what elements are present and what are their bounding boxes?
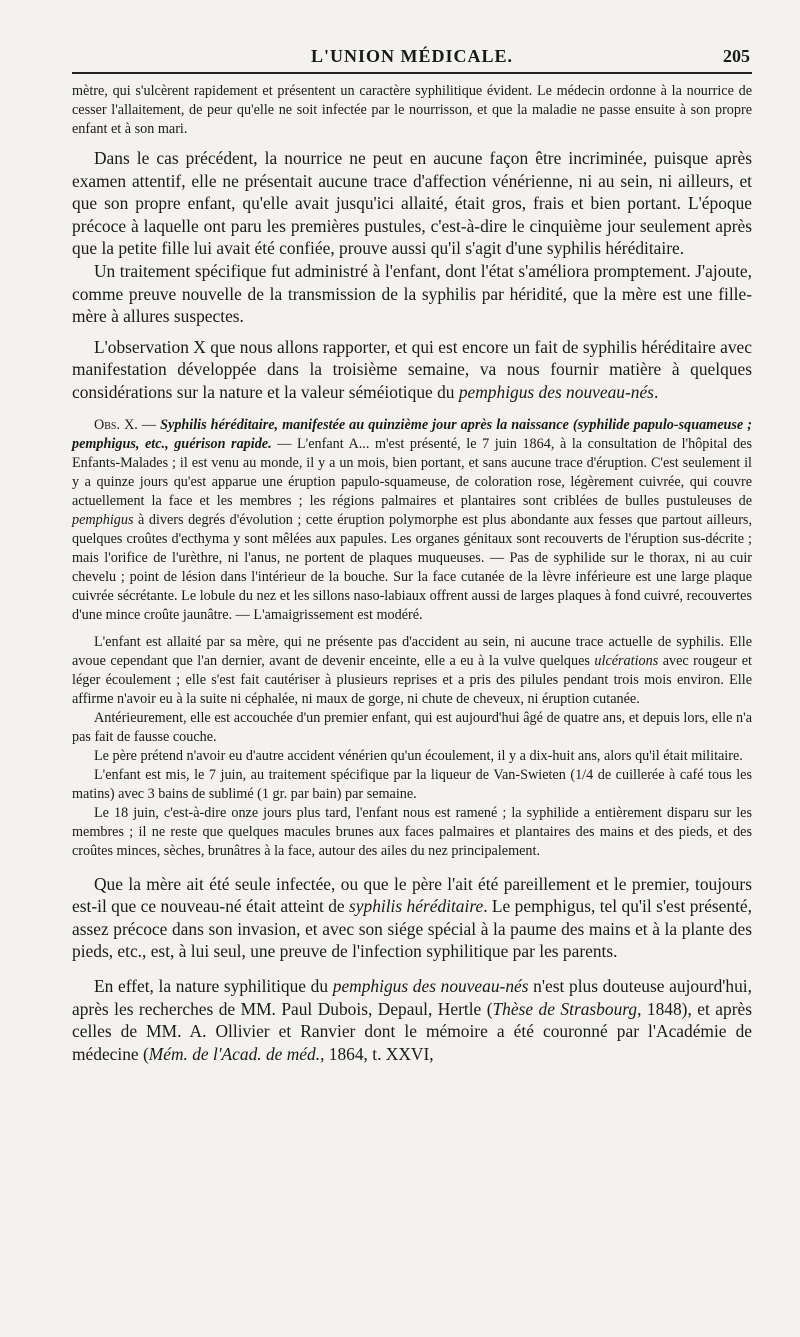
paragraph: [72, 633, 752, 709]
text-run: , 1864, t. XXVI,: [320, 1043, 434, 1064]
italic-run: Thèse de Strasbourg: [492, 998, 638, 1019]
paragraph: mètre, qui s'ulcèrent rapidement et présentent un caractère syphilitique évident. Le médecin ordonne à la nourrice de cesser l'allaitement, de peur qu'elle ne soit infectée par le nourrisson, et que la maladie ne passe ensuite à son propre enfant et à son mari.: [72, 83, 752, 137]
italic-run: pemphigus des nouveau-nés: [332, 975, 529, 996]
italic-run: pemphigus: [72, 511, 134, 528]
text-run: —: [137, 416, 161, 433]
observation-title: Syphilis héréditaire, manifestée au quinzième jour après la naissance (syphilide papulo-squameuse ; pemphigus, etc., guérison rapide.: [72, 416, 752, 452]
page-number: 205: [723, 46, 750, 66]
text-run: à divers degrés d'évolution ; cette éruption polymorphe est plus abondante aux fesses que partout ailleurs, quelques croûtes d'ecthyma y sont mêlées aux papules. Les organes génitaux sont recouverts de l'éruption sus-décrite ; mais l'orifice de l'urèthre, ni l'anus, ne portent de plaques muqueuses. — Pas de syphilide sur le thorax, ni au cuir chevelu ; point de lésion dans l'intérieur de la bouche. Sur la face cutanée de la lèvre inférieure est une large plaque cuivrée sécrétante. Le lobule du nez et les sillons naso-labiaux offrent aussi de larges plaques à fond cuivré, recouvertes d'une mince croûte jaunâtre. — L'amaigrissement est modéré.: [72, 511, 752, 623]
italic-run: syphilis héréditaire: [349, 896, 484, 917]
text-run: . Le pemphigus, tel qu'il s'est présenté, assez précoce dans son invasion, et avec son siége spécial à la paume des mains et à la plante des pieds, etc., est, à lui seul, une preuve de l'infection syphilitique par les parents.: [72, 896, 752, 962]
paragraph: Le père prétend n'avoir eu d'autre accident vénérien qu'un écoulement, il y a dix-huit ans, alors qu'il était militaire.: [94, 747, 743, 764]
text-run: L'observation X que nous allons rapporter, et qui est encore un fait de syphilis héréditaire avec manifestation développée dans la troisième semaine, va nous fournir matière à quelques considérations sur la nature et la valeur séméiotique du: [72, 336, 752, 402]
body-text: [72, 82, 752, 1065]
paragraph: [72, 975, 752, 1065]
paragraph: Un traitement spécifique fut administré à l'enfant, dont l'état s'améliora promptement. J'ajoute, comme preuve nouvelle de la transmission de la syphilis par héridité, que la mère est une fille-mère à allures suspectes.: [72, 260, 752, 327]
italic-run: Mém. de l'Acad. de méd.: [148, 1043, 321, 1064]
header-rule: [72, 72, 752, 74]
observation-paragraph: [72, 416, 752, 625]
running-title: L'UNION MÉDICALE.: [310, 46, 514, 66]
paragraph: L'enfant est mis, le 7 juin, au traitement spécifique par la liqueur de Van-Swieten (1/4 de cuillerée à café tous les matins) avec 3 bains de sublimé (1 gr. par bain) par semaine.: [72, 766, 752, 802]
paragraph: [72, 873, 752, 963]
text-run: En effet, la nature syphilitique du: [94, 975, 333, 996]
italic-run: pemphigus des nouveau-nés: [458, 381, 654, 402]
italic-run: ulcérations: [594, 652, 659, 669]
text-run: Que la mère ait été seule infectée, ou que le père l'ait été pareillement et le premier, toujours est-il que ce nouveau-né était atteint de: [72, 873, 752, 917]
paragraph: [72, 336, 752, 404]
observation-label: Obs. X.: [94, 416, 138, 433]
page-header: [72, 40, 752, 70]
paragraph: Dans le cas précédent, la nourrice ne peut en aucune façon être incriminée, puisque après examen attentif, elle ne présentait aucune trace d'affection vénérienne, ni au sein, ni ailleurs, et que son propre enfant, qu'elle avait jusqu'ici allaité, était gros, frais et bien portant. L'époque précoce à laquelle ont paru les premières pustules, c'est-à-dire le cinquième jour seulement après que la petite fille lui avait été confiée, prouve aussi qu'il s'agit d'une syphilis héréditaire.: [72, 148, 752, 259]
text-run: n'est plus douteuse aujourd'hui, après les recherches de MM. Paul Dubois, Depaul, Hertle (: [72, 975, 752, 1019]
text-run: .: [653, 381, 659, 402]
paragraph: Le 18 juin, c'est-à-dire onze jours plus tard, l'enfant nous est ramené ; la syphilide a entièrement disparu sur les membres ; il ne reste que quelques macules brunes aux faces palmaires et plantaires des mains et des pieds, et des croûtes minces, sèches, brunâtres à la face, autour des ailes du nez principalement.: [72, 804, 752, 859]
text-run: avec rougeur et léger écoulement ; elle s'est fait cautériser à plusieurs reprises et a pris des pilules pendant trois mois environ. Elle affirme n'avoir eu à la suite ni céphalée, ni maux de gorge, ni chute de cheveux, ni éruption cutanée.: [72, 652, 752, 707]
text-run: — L'enfant A... m'est présenté, le 7 juin 1864, à la consultation de l'hôpital des Enfants-Malades ; il est venu au monde, il y a un mois, bien portant, et sans aucune trace d'éruption. C'est seulement il y a quinze jours qu'est apparue une éruption papulo-squameuse, de coloration rose, légèrement cuivrée, qui couvre actuellement la face et les membres ; les régions palmaires et plantaires sont criblées de bulles pustuleuses de: [72, 435, 752, 509]
paragraph: Antérieurement, elle est accouchée d'un premier enfant, qui est aujourd'hui âgé de quatre ans, et depuis lors, elle n'a pas fait de fausse couche.: [72, 709, 752, 745]
text-run: , 1848), et après celles de MM. A. Ollivier et Ranvier dont le mémoire a été couronné par l'Académie de médecine (: [72, 998, 752, 1064]
text-run: L'enfant est allaité par sa mère, qui ne présente pas d'accident au sein, ni aucune trace actuelle de syphilis. Elle avoue cependant que l'an dernier, avant de devenir enceinte, elle a eu à la vulve quelques: [72, 633, 752, 669]
